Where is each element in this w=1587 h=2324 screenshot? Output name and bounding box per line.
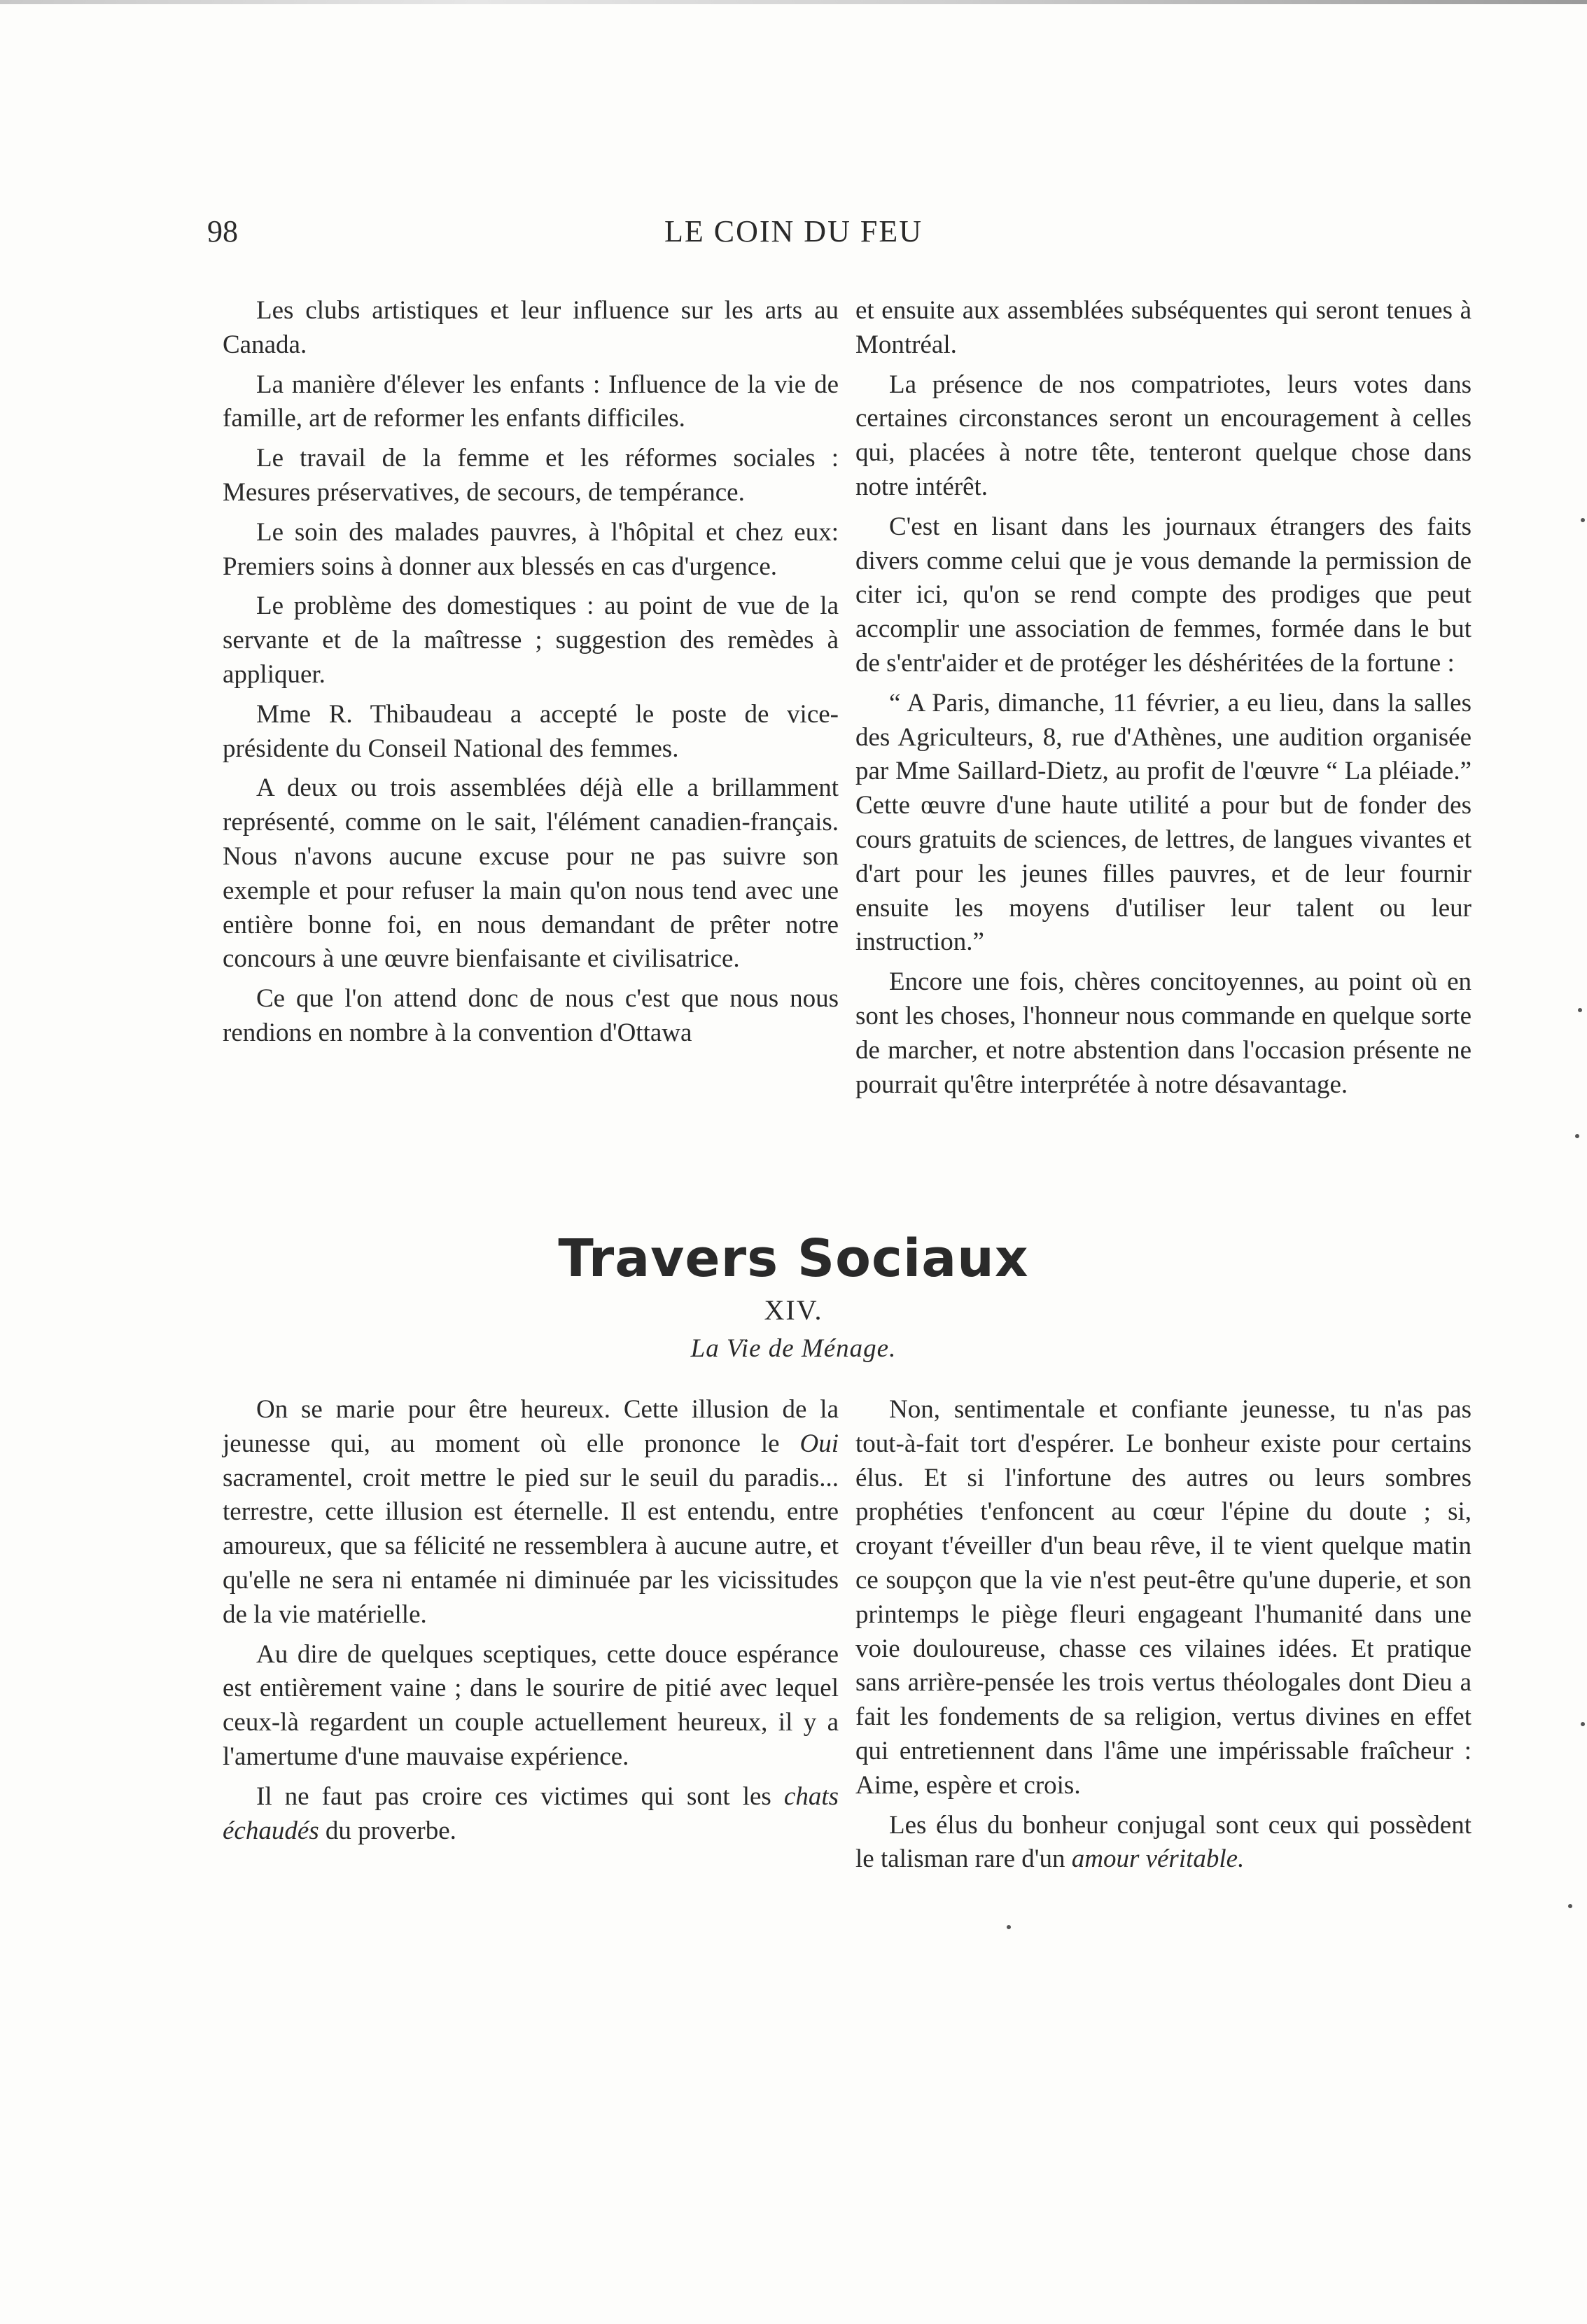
text: sacramentel, croit mettre le pied sur le seuil du paradis... terrestre, cette illusion est éternelle. Il est entendu, entre amoureux, que sa félicité ne ressemblera à aucune autre, et qu'elle ne sera ni entamée ni diminuée par les vicissitudes de la vie matérielle. [223,1463,839,1629]
paragraph [223,1393,839,1632]
quotation-paragraph: “ A Paris, dimanche, 11 février, a eu lieu, dans la salles des Agriculteurs, 8, rue d'Athènes, une audition organisée par Mme Saillard-Dietz, au profit de l'œuvre “ La pléiade.” Cette œuvre d'une haute utilité a pour but de fonder des cours gratuits de sciences, de lettres, de langues vivantes et d'art pour les jeunes filles pauvres, et de leur fournir ensuite les moyens d'utiliser leur talent ou leur instruction.” [855,688,1471,957]
text: Les élus du bonheur conjugal sont ceux qui possèdent le talisman rare d'un [855,1810,1471,1874]
italic-text: Oui [799,1429,839,1458]
section-title: Travers Sociaux [558,1228,1029,1289]
italic-text: amour véritable. [1071,1844,1245,1874]
text: On se marie pour être heureux. Cette illusion de la jeunesse qui, au moment où elle prononce le [223,1395,839,1458]
paragraph: C'est en lisant dans les journaux étrangers des faits divers comme celui que je vous demande la permission de citer ici, qu'on se rend compte des prodiges que peut accomplir une association de femmes, formée dans le but de s'entr'aider et de protéger les déshéritées de la fortune : [855,512,1471,678]
bottom-right-column [855,1393,1471,1882]
top-right-column [855,294,1471,1107]
paragraph: Le travail de la femme et les réformes sociales : Mesures préservatives, de secours, de tempérance. [223,444,839,507]
paragraph [855,1809,1471,1877]
paragraph: Mme R. Thibaudeau a accepté le poste de vice-présidente du Conseil National des femmes. [223,699,839,763]
text: du proverbe. [319,1816,456,1845]
paragraph: Non, sentimentale et confiante jeunesse, tu n'as pas tout-à-fait tort d'espérer. Le bonheur existe pour certains élus. Et si l'infortune des autres ou leurs sombres prophéties t'enfoncent au cœur l'épine du doute ; si, croyant t'éveiller d'un beau rêve, il te vient quelque matin ce soupçon que la vie n'est peut-être qu'une duperie, et son printemps le piège fleuri engageant l'humanité dans une voie douloureuse, chasse ces vilaines idées. Et pratique sans arrière-pensée les trois vertus théologales dont Dieu a fait les fondements de sa religion, vertus divines en effet qui entretiennent dans l'âme une impérissable fraîcheur : Aime, espère et crois. [855,1395,1471,1800]
paragraph: La présence de nos compatriotes, leurs votes dans certaines circonstances seront un encouragement à celles qui, placées à notre tête, tenteront quelque chose dans notre intérêt. [855,370,1471,501]
page-number: 98 [207,214,238,248]
paragraph: Ce que l'on attend donc de nous c'est que nous nous rendions en nombre à la convention d'Ottawa [223,984,839,1047]
scan-edge [0,0,1587,4]
running-title: LE COIN DU FEU [664,214,923,248]
paragraph: Les clubs artistiques et leur influence sur les arts au Canada. [223,296,839,359]
paragraph: Le problème des domestiques : au point de vue de la servante et de la maîtresse ; suggestion des remèdes à appliquer. [223,592,839,689]
paragraph: La manière d'élever les enfants : Influence de la vie de famille, art de reformer les enfants difficiles. [223,370,839,433]
italic-text: chats échaudés [223,1782,839,1845]
paragraph: Le soin des malades pauvres, à l'hôpital et chez eux: Premiers soins à donner aux blessés en cas d'urgence. [223,517,839,581]
paragraph: A deux ou trois assemblées déjà elle a brillamment représenté, comme on le sait, l'élément canadien-français. Nous n'avons aucune excuse pour ne pas suivre son exemple et pour refuser la main qu'on nous tend avec une entière bonne foi, en nous demandant de prêter notre concours à une œuvre bienfaisante et civilisatrice. [223,774,839,974]
paragraph: Encore une fois, chères concitoyennes, au point où en sont les choses, l'honneur nous commande en quelque sorte de marcher, et notre abstention dans l'occasion présente ne pourrait qu'être interprétée à notre désavantage. [855,967,1471,1099]
section-subtitle: La Vie de Ménage. [690,1334,897,1363]
text: Il ne faut pas croire ces victimes qui sont les [256,1782,784,1811]
top-left-column [223,294,839,1056]
paragraph [223,1780,839,1849]
paragraph: Au dire de quelques sceptiques, cette douce espérance est entièrement vaine ; dans le sourire de pitié avec lequel ceux-là regardent un couple actuellement heureux, il y a l'amertume d'une mauvaise expérience. [223,1639,839,1771]
section-number: XIV. [764,1294,823,1326]
bottom-left-column [223,1393,839,1854]
paragraph: et ensuite aux assemblées subséquentes qui seront tenues à Montréal. [855,296,1471,359]
